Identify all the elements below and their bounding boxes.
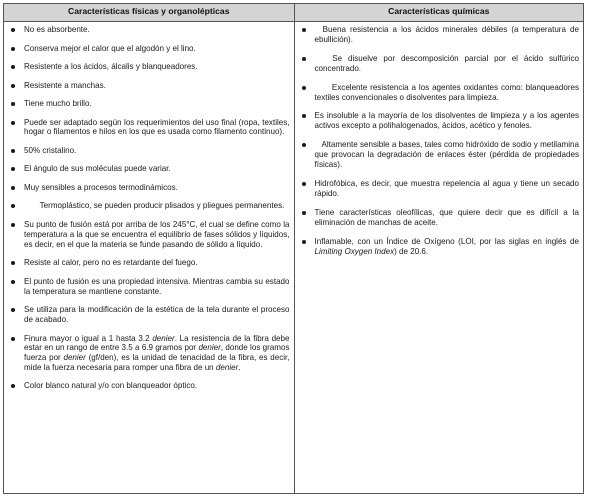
list-item [8, 305, 290, 325]
item-text: Finura mayor o igual a 1 hasta 3.2 [24, 333, 153, 343]
item-text: Color blanco natural y/o con blanqueador óptico. [24, 381, 198, 391]
physical-list [8, 25, 290, 391]
item-text: Es insoluble a la mayoría de los disolventes de limpieza y a los agentes activos excepto a polihalogenados, ácidos, acético y fenoles. [314, 111, 579, 131]
characteristics-table [3, 3, 584, 494]
item-text: El ángulo de sus moléculas puede variar. [24, 164, 171, 174]
list-item [299, 111, 580, 131]
chemical-list [299, 25, 580, 256]
physical-cell [4, 22, 295, 494]
item-text: 50% cristalino. [24, 145, 77, 155]
item-text: Buena resistencia a los ácidos minerales débiles (a temperatura de ebullición). [314, 25, 582, 44]
item-text: Altamente sensible a bases, tales como hidróxido de sodio y metilamina que provocan la degradación de enlaces éster (pérdida de propiedades físicas). [314, 140, 582, 170]
list-item [8, 146, 290, 156]
list-item [8, 99, 290, 109]
item-text: El punto de fusión es una propiedad intensiva. Mientras cambia su estado la temperatura se mantiene constante. [24, 276, 290, 296]
table-body-row [4, 22, 584, 494]
list-item [8, 220, 290, 250]
list-item [8, 277, 290, 297]
item-text: Su punto de fusión está por arriba de los 245°C, el cual se define como la temperatura a la que se encuentra el equilibrio de fases sólidos y líquidos, es decir, en el que la materia se funde pasando de sólido a líquido. [24, 219, 290, 249]
list-item [8, 201, 290, 211]
item-text: Termoplástico, se pueden producir plisados y pliegues permanentes. [24, 201, 285, 211]
list-item [299, 208, 580, 228]
list-item [8, 81, 290, 91]
denier-term: denier [215, 363, 239, 373]
item-text: Se utiliza para la modificación de la estética de la tela durante el proceso de acabado. [24, 305, 290, 325]
item-text: Se disuelve por descomposición parcial por el ácido sulfúrico concentrado. [314, 53, 582, 73]
list-item [8, 258, 290, 268]
list-item [299, 179, 580, 199]
table-header-row [4, 4, 584, 22]
item-text: Excelente resistencia a los agentes oxidantes como: blanqueadores textiles convencionales o disolventes para limpieza. [314, 82, 582, 102]
item-text: (gf/den), es la unidad de tenacidad de la fibra, es decir, mide la fuerza necesaria para romper una fibra de un [24, 353, 290, 373]
list-item [299, 54, 580, 74]
list-item [299, 83, 580, 103]
item-text: Inflamable, con un Índice de Oxígeno (LOI, por las siglas en inglés de [314, 236, 579, 246]
item-text: ) de 20.6. [394, 246, 429, 256]
item-text: No es absorbente. [24, 25, 90, 34]
item-text: Resistente a manchas. [24, 80, 106, 90]
item-text: . [238, 363, 241, 373]
denier-term: denier [198, 343, 221, 353]
item-text: . La resistencia de la fibra debe estar en un rango de entre 3.5 a 6.9 gramos por [24, 333, 290, 353]
list-item [299, 25, 580, 45]
loi-term: Limiting Oxygen Index [314, 246, 395, 256]
item-text: Muy sensibles a procesos termodinámicos. [24, 182, 178, 192]
list-item [8, 381, 290, 391]
list-item [8, 25, 290, 35]
list-item [8, 164, 290, 174]
item-text: Tiene características oleofílicas, que quiere decir que es difícil a la eliminación de manchas de aceite. [314, 207, 579, 227]
list-item [8, 62, 290, 72]
header-chemical: Características químicas [294, 4, 584, 22]
denier-term: denier [152, 333, 175, 343]
list-item [8, 183, 290, 193]
item-text: Resiste al calor, pero no es retardante del fuego. [24, 258, 198, 268]
list-item [8, 44, 290, 54]
item-text: Resistente a los ácidos, álcalis y blanqueadores. [24, 62, 198, 71]
item-text: , donde los gramos fuerza por [24, 343, 290, 363]
item-text: Conserva mejor el calor que el algodón y el lino. [24, 43, 196, 53]
item-text: Puede ser adaptado según los requerimientos del uso final (ropa, textiles, hogar o filamentos e hilos en los que es usada como filamento continuo). [24, 117, 290, 137]
list-item [299, 237, 580, 257]
list-item [299, 140, 580, 170]
header-physical: Características físicas y organolépticas [4, 4, 295, 22]
item-text: Hidrofóbica, es decir, que muestra repelencia al agua y tiene un secado rápido. [314, 178, 579, 198]
chemical-cell [294, 22, 584, 494]
denier-term: denier [63, 353, 86, 363]
list-item [8, 118, 290, 138]
item-text: Tiene mucho brillo. [24, 99, 92, 108]
list-item [8, 334, 290, 374]
